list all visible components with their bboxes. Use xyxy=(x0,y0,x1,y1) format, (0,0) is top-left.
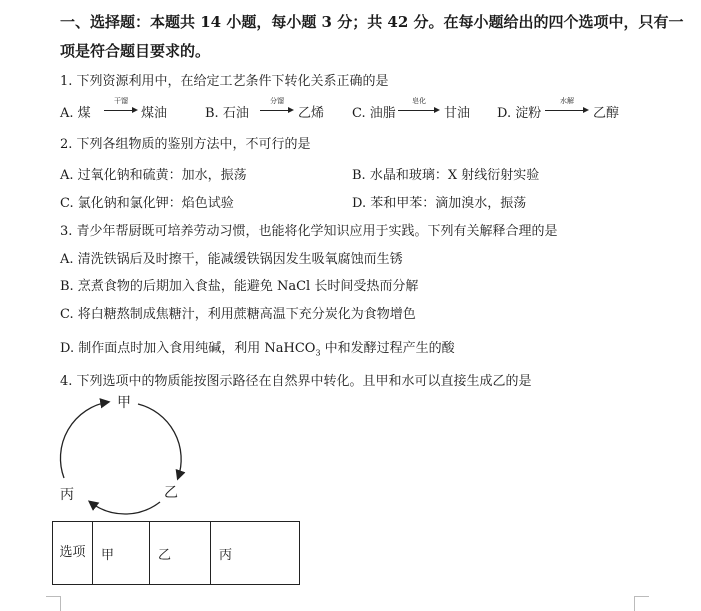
q1-option-b-from: 石油 xyxy=(222,106,249,121)
arrow-bing-to-jia xyxy=(60,402,108,478)
q1-option-d-label: D. xyxy=(497,106,512,121)
q2-stem: 2. 下列各组物质的鉴别方法中，不可行的是 xyxy=(60,137,311,152)
arrow-head-icon xyxy=(434,107,440,113)
q3-option-d[interactable] xyxy=(60,337,455,358)
section-heading-line1: 一、选择题：本题共 14 小题，每小题 3 分；共 42 分。在每小题给出的四个选项中，只有一 xyxy=(60,13,684,31)
q2-option-a[interactable]: A. 过氧化钠和硫黄：加水，振荡 xyxy=(60,168,247,183)
q1-option-d-from: 淀粉 xyxy=(515,106,542,121)
section-heading-line2: 项是符合题目要求的。 xyxy=(60,42,211,60)
q1-option-a-condition: 干馏 xyxy=(114,97,128,105)
q2-option-b[interactable]: B. 水晶和玻璃：X 射线衍射实验 xyxy=(352,168,540,183)
q3-stem: 3. 青少年帮厨既可培养劳动习惯，也能将化学知识应用于实践。下列有关解释合理的是 xyxy=(60,224,558,239)
q1-option-d-arrow xyxy=(545,97,589,114)
q3-option-d-text-end: 中和发酵过程产生的酸 xyxy=(320,341,455,356)
q1-option-b[interactable] xyxy=(205,102,249,121)
table-header-yi: 乙 xyxy=(150,522,211,585)
q1-option-c-from: 油脂 xyxy=(369,106,396,121)
q3-option-d-subscript: 3 xyxy=(315,348,321,358)
q4-stem: 4. 下列选项中的物质能按图示路径在自然界中转化。且甲和水可以直接生成乙的是 xyxy=(60,374,532,389)
table-header-bing: 丙 xyxy=(211,522,300,585)
q1-option-b-arrow xyxy=(260,97,294,114)
q3-option-d-text: D. 制作面点时加入食用纯碱，利用 NaHCO xyxy=(60,341,316,356)
q1-option-c[interactable] xyxy=(352,102,396,121)
q1-option-c-arrow xyxy=(398,97,440,114)
table-header-jia: 甲 xyxy=(93,522,150,585)
cycle-node-bing: 丙 xyxy=(60,487,74,503)
q3-option-b[interactable]: B. 烹煮食物的后期加入食盐，能避免 NaCl 长时间受热而分解 xyxy=(60,279,419,294)
q1-option-d-condition: 水解 xyxy=(560,97,574,105)
arrow-head-icon xyxy=(583,107,589,113)
q3-option-a[interactable]: A. 清洗铁锅后及时擦干，能减缓铁锅因发生吸氧腐蚀而生锈 xyxy=(60,252,403,267)
q1-stem: 1. 下列资源利用中，在给定工艺条件下转化关系正确的是 xyxy=(60,74,389,89)
q1-option-a-to: 煤油 xyxy=(141,106,168,121)
arrow-yi-to-bing xyxy=(90,502,160,514)
q2-option-c[interactable]: C. 氯化钠和氯化钾：焰色试验 xyxy=(60,196,234,211)
page-corner-mark xyxy=(634,596,649,611)
q1-option-c-condition: 皂化 xyxy=(412,97,426,105)
q1-option-b-condition: 分馏 xyxy=(270,97,284,105)
q1-option-d-to: 乙醇 xyxy=(593,106,620,121)
page-corner-mark xyxy=(46,596,61,611)
q1-option-a-from: 煤 xyxy=(77,106,91,121)
table-header-option: 选项 xyxy=(53,522,93,585)
arrow-head-icon xyxy=(288,107,294,113)
q1-option-c-to: 甘油 xyxy=(444,106,471,121)
table-row xyxy=(53,522,300,585)
q1-option-a[interactable] xyxy=(60,102,91,121)
arrow-jia-to-yi xyxy=(138,404,181,478)
q2-option-d[interactable]: D. 苯和甲苯：滴加溴水，振荡 xyxy=(352,196,527,211)
q1-option-a-label: A. xyxy=(60,106,74,121)
cycle-node-yi: 乙 xyxy=(164,485,178,501)
q1-option-b-to: 乙烯 xyxy=(298,106,325,121)
q4-options-table xyxy=(52,521,300,585)
q1-option-d[interactable] xyxy=(497,102,541,121)
q1-option-a-arrow xyxy=(104,97,138,114)
arrow-head-icon xyxy=(132,107,138,113)
cycle-node-jia: 甲 xyxy=(117,395,131,411)
q3-option-c[interactable]: C. 将白糖熬制成焦糖汁，利用蔗糖高温下充分炭化为食物增色 xyxy=(60,307,416,322)
q1-option-c-label: C. xyxy=(352,106,366,121)
q1-option-b-label: B. xyxy=(205,106,219,121)
